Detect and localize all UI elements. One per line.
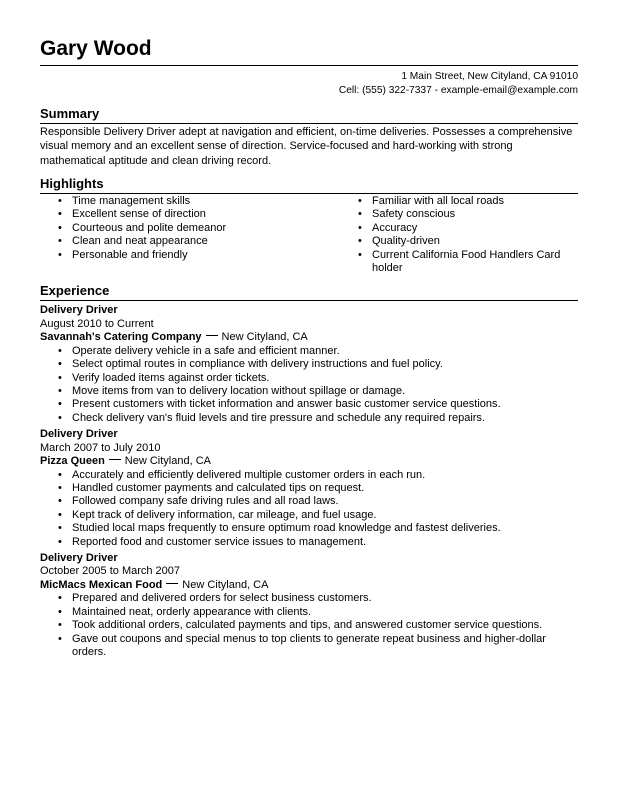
highlight-item: • Familiar with all local roads [340,195,578,208]
job-employer [40,579,578,593]
job-location: New Cityland, CA [124,454,211,467]
duty-item: • Select optimal routes in compliance with delivery instructions and fuel policy. [40,358,578,371]
contact-block [40,70,578,98]
highlight-item: • Excellent sense of direction [40,208,340,221]
duty-item: • Studied local maps frequently to ensure optimum road knowledge and fastest deliveries. [40,522,578,535]
job-entry [40,304,578,425]
summary-text: Responsible Delivery Driver adept at navigation and efficient, on-time deliveries. Possesses a comprehensive visual memory and an excellent sense of direction. Service-focused and hard-working with strong mathematical aptitude and clean driving record. [40,126,573,167]
job-title: Delivery Driver [40,304,118,317]
job-entry [40,552,578,659]
company-name: Pizza Queen [40,454,105,467]
highlight-item: • Quality-driven [340,235,578,248]
duty-item: • Prepared and delivered orders for select business customers. [40,592,578,605]
highlights-left-column [40,195,340,275]
job-employer [40,331,578,345]
job-location: New Cityland, CA [221,331,308,344]
duty-item: • Verify loaded items against order tickets. [40,372,578,385]
experience-divider [40,300,578,301]
job-duties [40,469,578,549]
name-divider [40,65,578,66]
address-line: 1 Main Street, New Cityland, CA 91010 [401,71,578,82]
duty-item: • Kept track of delivery information, car mileage, and fuel usage. [40,509,578,522]
contact-line: Cell: (555) 322-7337 - example-email@example.com [338,85,578,96]
duty-item: • Operate delivery vehicle in a safe and efficient manner. [40,345,578,358]
highlight-item: • Accuracy [340,222,578,235]
job-title: Delivery Driver [40,428,118,441]
job-title: Delivery Driver [40,552,118,565]
duty-item: • Accurately and efficiently delivered multiple customer orders in each run. [40,469,578,482]
experience-heading: Experience [40,283,110,299]
duty-item: • Check delivery van's fluid levels and tire pressure and schedule any required repairs. [40,412,578,425]
duty-item: • Reported food and customer service issues to management. [40,536,578,549]
highlights-list [40,195,578,275]
job-duties [40,592,578,659]
highlight-item: • Safety conscious [340,208,578,221]
duty-item: • Move items from van to delivery location without spillage or damage. [40,385,578,398]
duty-item: • Gave out coupons and special menus to top clients to generate repeat business and higher-dollar orders. [40,633,578,660]
job-duties [40,345,578,425]
highlights-right-column [340,195,578,275]
company-name: Savannah's Catering Company [40,331,202,344]
dash-separator [206,335,218,336]
highlight-item: • Time management skills [40,195,340,208]
company-name: MicMacs Mexican Food [40,578,163,591]
job-employer [40,455,578,469]
job-dates: October 2005 to March 2007 [40,565,181,578]
summary-divider [40,123,578,124]
highlight-item: • Courteous and polite demeanor [40,222,340,235]
highlight-item: • Current California Food Handlers Card holder [340,249,578,276]
duty-item: • Handled customer payments and calculated tips on request. [40,482,578,495]
highlights-heading: Highlights [40,175,104,191]
resume-page [40,36,578,659]
highlight-item: • Clean and neat appearance [40,235,340,248]
summary-heading: Summary [40,106,100,121]
job-entry [40,428,578,549]
dash-separator [109,459,121,460]
highlight-item: • Personable and friendly [40,249,340,262]
job-dates: August 2010 to Current [40,317,154,330]
duty-item: • Present customers with ticket information and answer basic customer service questions. [40,398,578,411]
duty-item: • Took additional orders, calculated payments and tips, and answered customer service questions. [40,619,578,632]
duty-item: • Maintained neat, orderly appearance with clients. [40,606,578,619]
duty-item: • Followed company safe driving rules and all road laws. [40,495,578,508]
job-dates: March 2007 to July 2010 [40,441,161,454]
job-location: New Cityland, CA [182,578,269,591]
highlights-divider [40,193,578,194]
dash-separator [166,583,178,584]
candidate-name: Gary Wood [40,37,152,60]
